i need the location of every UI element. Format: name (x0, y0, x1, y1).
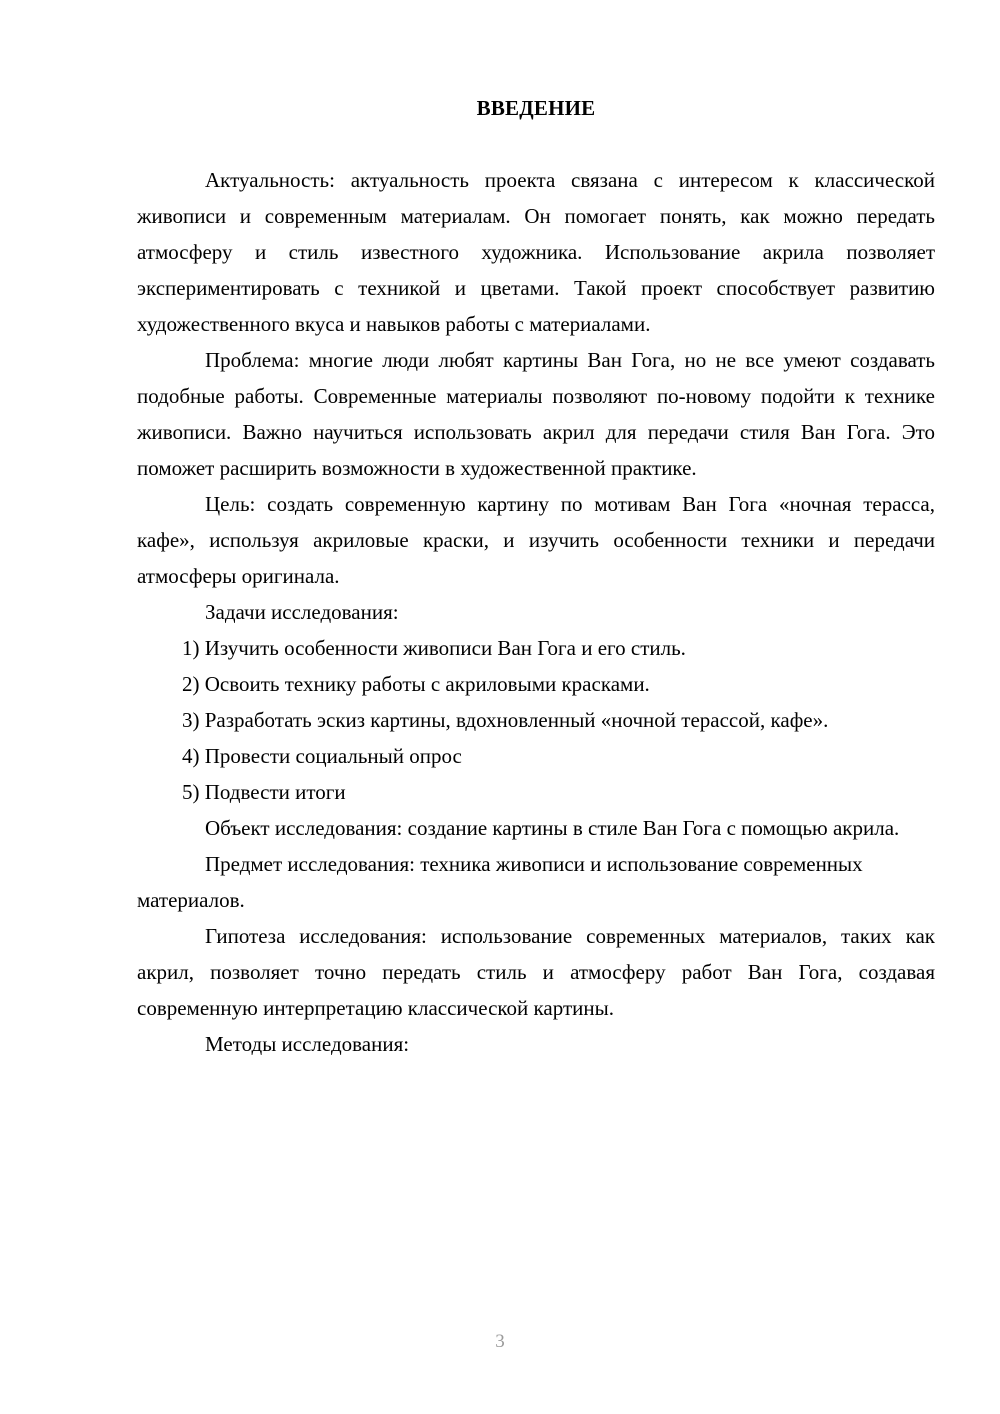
task-item-1: 1) Изучить особенности живописи Ван Гога и его стиль. (182, 636, 686, 660)
page-content (137, 90, 935, 1062)
task-item-5: 5) Подвести итоги (182, 780, 346, 804)
task-item-4: 4) Провести социальный опрос (182, 744, 462, 768)
paragraph-problem: Проблема: многие люди любят картины Ван Гога, но не все умеют создавать подобные работы. Современные материалы позволяют по-новому подойти к технике живописи. Важно научиться использовать акрил для передачи стиля Ван Гога. Это поможет расширить возможности в художественной практике. (137, 348, 935, 480)
task-item-2: 2) Освоить технику работы с акриловыми красками. (182, 672, 650, 696)
paragraph-object: Объект исследования: создание картины в стиле Ван Гога с помощью акрила. (205, 816, 900, 840)
task-item-3: 3) Разработать эскиз картины, вдохновленный «ночной терассой, кафе». (182, 708, 829, 732)
page-title: ВВЕДЕНИЕ (476, 96, 596, 120)
paragraph-relevance: Актуальность: актуальность проекта связана с интересом к классической живописи и современным материалам. Он помогает понять, как можно передать атмосферу и стиль известного художника. Использование акрила позволяет экспериментировать с техникой и цветами. Такой проект способствует развитию художественного вкуса и навыков работы с материалами. (137, 168, 935, 336)
paragraph-goal: Цель: создать современную картину по мотивам Ван Гога «ночная терасса, кафе», используя акриловые краски, и изучить особенности техники и передачи атмосферы оригинала. (137, 492, 935, 588)
paragraph-hypothesis: Гипотеза исследования: использование современных материалов, таких как акрил, позволяет точно передать стиль и атмосферу работ Ван Гога, создавая современную интерпретацию классической картины. (137, 924, 935, 1020)
document-body (137, 162, 935, 1062)
paragraph-subject: Предмет исследования: техника живописи и использование современных материалов. (137, 852, 863, 912)
page-number: 3 (495, 1331, 505, 1352)
subhead-methods: Методы исследования: (205, 1032, 410, 1056)
subhead-tasks: Задачи исследования: (205, 600, 399, 624)
